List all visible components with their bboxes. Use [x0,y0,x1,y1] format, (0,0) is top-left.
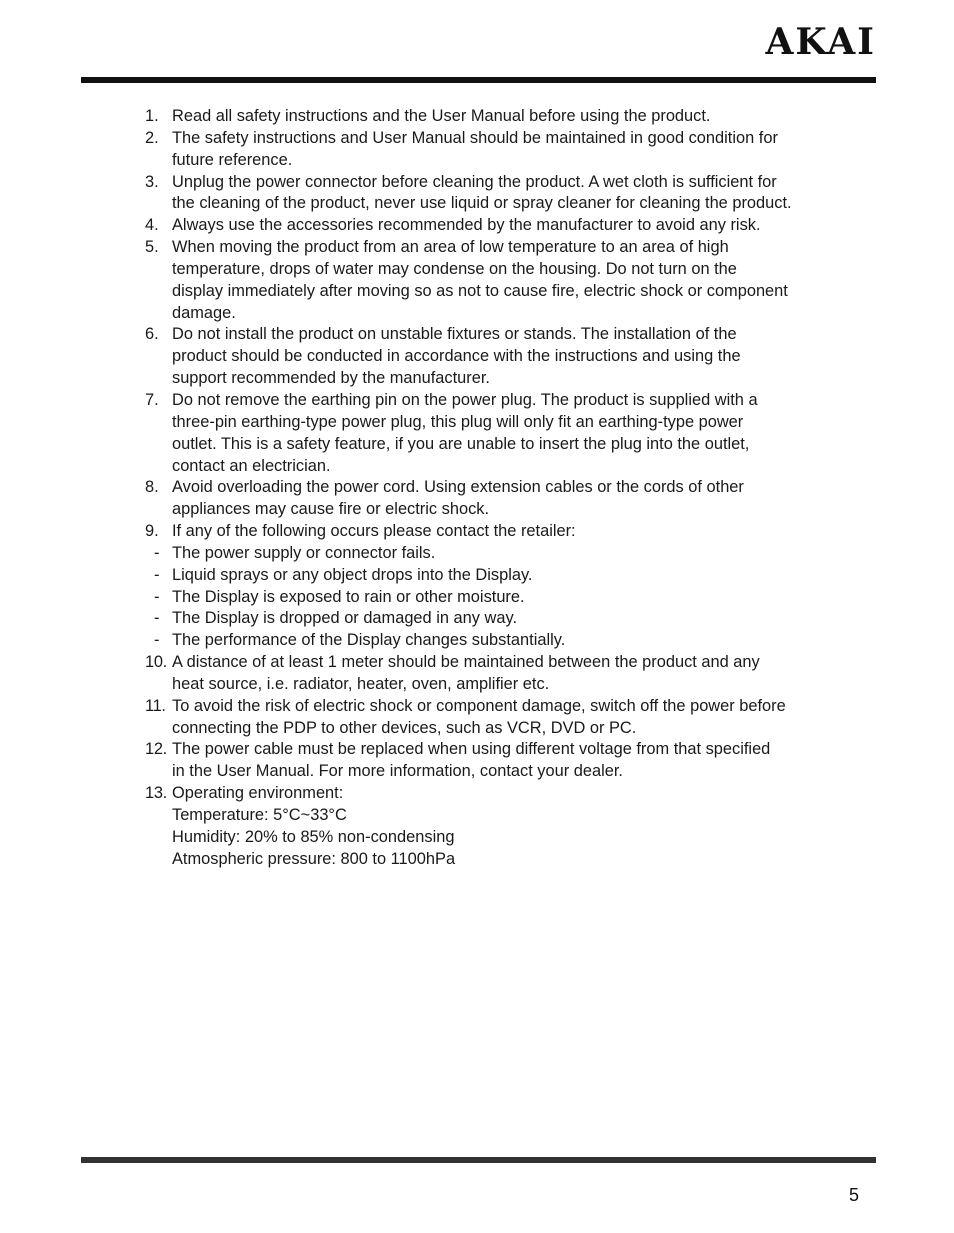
item-text-line: When moving the product from an area of low temperature to an area of high [172,238,729,257]
item-number: 2. [145,128,159,147]
item-text [172,565,840,587]
item-text [172,587,840,609]
item-number: 10. [145,653,167,672]
list-item [140,172,840,216]
item-text-line: outlet. This is a safety feature, if you are unable to insert the plug into the outlet, [172,434,750,453]
item-text [172,652,840,696]
list-item [140,215,840,237]
item-text [172,215,840,237]
list-item [140,521,840,543]
item-text-line: future reference. [172,150,293,169]
footer-divider [81,1157,876,1163]
item-text [172,172,840,216]
item-text-line: Atmospheric pressure: 800 to 1100hPa [172,849,456,868]
item-text [172,783,840,870]
list-item [140,783,840,870]
item-text-line: the cleaning of the product, never use liquid or spray cleaner for cleaning the product. [172,194,792,213]
item-text [172,696,840,740]
item-text-line: The safety instructions and User Manual should be maintained in good condition for [172,128,778,147]
list-item [140,652,840,696]
item-text [172,477,840,521]
item-text-line: damage. [172,303,236,322]
item-text-line: Humidity: 20% to 85% non-condensing [172,827,455,846]
item-number: 11. [145,696,166,715]
item-text-line: The Display is exposed to rain or other moisture. [172,587,525,606]
item-number: 4. [145,216,159,235]
list-item [140,390,840,477]
item-text-line: Always use the accessories recommended by the manufacturer to avoid any risk. [172,216,761,235]
bullet-dash: - [154,609,160,628]
list-item [140,543,840,565]
item-number: 12. [145,740,167,759]
bullet-dash: - [154,587,160,606]
list-item [140,477,840,521]
item-text-line: appliances may cause fire or electric shock. [172,500,490,519]
item-text-line: three-pin earthing-type power plug, this plug will only fit an earthing-type power [172,412,744,431]
header-divider [81,77,876,83]
item-text-line: in the User Manual. For more information, contact your dealer. [172,762,623,781]
item-text-line: Do not install the product on unstable fixtures or stands. The installation of the [172,325,737,344]
list-item [140,565,840,587]
item-number: 6. [145,325,159,344]
item-number: 5. [145,238,159,257]
brand-logo: AKAI [765,21,876,63]
item-text-line: A distance of at least 1 meter should be maintained between the product and any [172,653,760,672]
item-number: 7. [145,390,159,409]
item-text [172,543,840,565]
list-item [140,324,840,390]
bullet-dash: - [154,543,160,562]
item-text-line: Temperature: 5°C~33°C [172,806,347,824]
item-text-line: Operating environment: [172,784,344,803]
item-text [172,324,840,390]
item-text [172,739,840,783]
list-item [140,696,840,740]
item-text-line: The power cable must be replaced when using different voltage from that specified [172,740,771,759]
item-text-line: contact an electrician. [172,456,331,475]
item-text-line: heat source, i.e. radiator, heater, oven, amplifier etc. [172,674,550,693]
item-text-line: The performance of the Display changes substantially. [172,631,566,650]
item-text [172,237,840,324]
item-text-line: To avoid the risk of electric shock or component damage, switch off the power before [172,696,786,715]
item-text-line: Read all safety instructions and the User Manual before using the product. [172,107,711,125]
item-text-line: product should be conducted in accordance with the instructions and using the [172,347,741,366]
item-text-line: Unplug the power connector before cleaning the product. A wet cloth is sufficient for [172,172,777,191]
list-item [140,608,840,630]
item-number: 3. [145,172,159,191]
list-item [140,128,840,172]
item-number: 8. [145,478,159,497]
item-text-line: Liquid sprays or any object drops into the Display. [172,565,533,584]
bullet-dash: - [154,631,160,650]
item-text [172,521,840,543]
page-number: 5 [848,1185,859,1205]
item-number: 9. [145,522,159,541]
item-number: 1. [145,107,159,125]
item-text-line: Avoid overloading the power cord. Using extension cables or the cords of other [172,478,744,497]
item-text-line: support recommended by the manufacturer. [172,369,490,388]
item-text-line: temperature, drops of water may condense on the housing. Do not turn on the [172,259,737,278]
item-text-line: Do not remove the earthing pin on the power plug. The product is supplied with a [172,390,758,409]
list-item [140,237,840,324]
item-text [172,106,840,128]
list-item [140,739,840,783]
item-text-line: display immediately after moving so as not to cause fire, electric shock or component [172,281,788,300]
item-text [172,608,840,630]
item-text [172,390,840,477]
item-text-line: The Display is dropped or damaged in any way. [172,609,517,628]
item-text [172,128,840,172]
item-text-line: If any of the following occurs please contact the retailer: [172,522,576,541]
list-item [140,630,840,652]
list-item [140,587,840,609]
item-text-line: The power supply or connector fails. [172,543,436,562]
safety-instructions-list [140,106,840,871]
item-number: 13. [145,784,167,803]
list-item [140,106,840,128]
item-text [172,630,840,652]
item-text-line: connecting the PDP to other devices, such as VCR, DVD or PC. [172,718,637,737]
bullet-dash: - [154,565,160,584]
